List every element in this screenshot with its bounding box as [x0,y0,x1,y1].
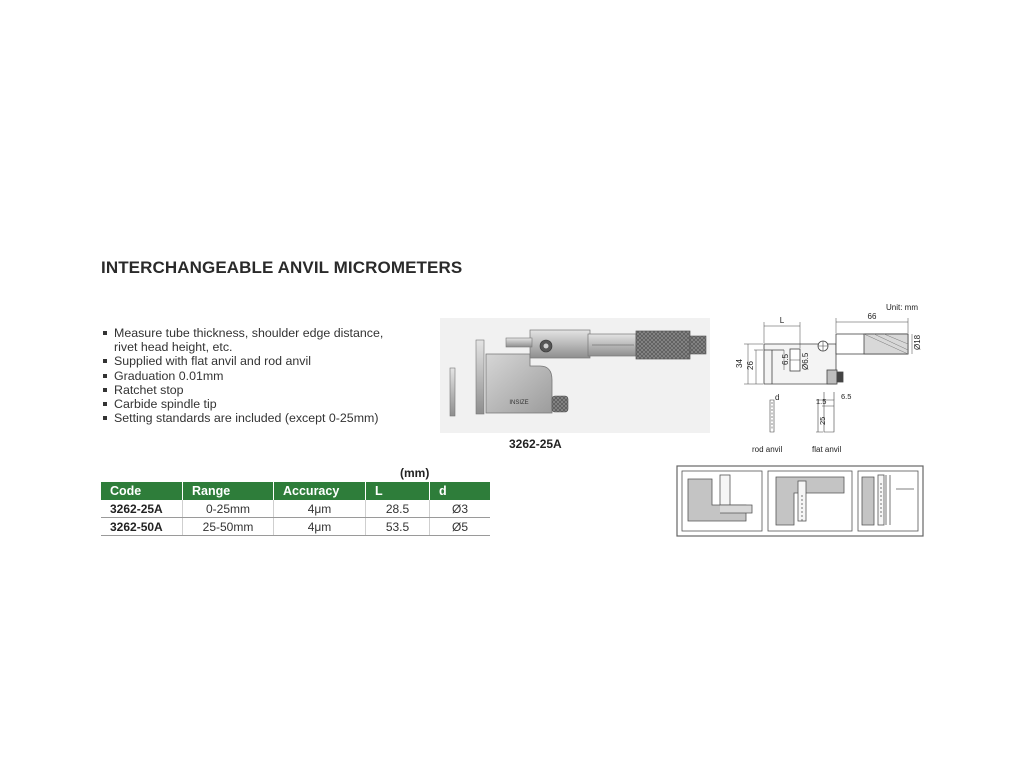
cell-range: 25-50mm [183,518,274,536]
usage-illustrations [676,465,924,537]
dim-26: 26 [746,361,755,370]
anvil-clamp-screw [552,396,568,412]
feature-item [103,326,403,354]
cell-accuracy: 4μm [274,518,366,536]
feature-item [103,411,403,425]
photo-caption: 3262-25A [509,437,562,451]
bullet-icon [103,374,107,378]
ratchet [690,336,706,354]
feature-text: Ratchet stop [114,382,184,397]
feature-text: Graduation 0.01mm [114,368,224,383]
micrometer-photo [440,318,710,433]
col-header-d: d [430,482,491,500]
cell-accuracy: 4μm [274,500,366,518]
usage-panel-shoulder [682,471,762,531]
bullet-icon [103,388,107,392]
table-unit: (mm) [400,466,430,480]
table-row [101,500,490,518]
feature-text: Supplied with flat anvil and rod anvil [114,354,311,369]
table-header-row [101,482,490,500]
flat-anvil [476,340,484,414]
feature-text: Setting standards are included (except 0-25mm) [114,411,379,426]
dim-L: L [779,316,785,325]
feature-text: Measure tube thickness, shoulder edge distance, rivet head height, etc. [114,326,384,355]
spindle [506,338,532,347]
spec-table [101,482,490,536]
dim-66: 66 [867,312,877,321]
cell-d: Ø3 [430,500,491,518]
table-row [101,518,490,536]
dim-d: d [775,393,780,402]
setting-rod [450,368,455,416]
cell-l: 28.5 [366,500,430,518]
bullet-icon [103,359,107,363]
feature-text: Carbide spindle tip [114,397,217,412]
usage-panel-rivet [858,471,918,531]
dim-6-5: 6.5 [781,353,790,365]
bullet-icon [103,331,107,335]
feature-list [103,326,403,425]
dim-34: 34 [735,359,744,368]
bullet-icon [103,402,107,406]
photo-brand: INSIZE [509,400,529,406]
thimble [636,331,690,359]
dim-6-5b: 6.5 [841,392,852,401]
cell-range: 0-25mm [183,500,274,518]
page-title: INTERCHANGEABLE ANVIL MICROMETERS [101,258,463,277]
feature-item [103,383,403,397]
cell-code: 3262-50A [101,518,183,536]
feature-item [103,354,403,368]
feature-item [103,369,403,383]
rod-anvil-label: rod anvil [752,445,783,454]
cell-l: 53.5 [366,518,430,536]
feature-item [103,397,403,411]
bullet-icon [103,416,107,420]
cell-d: Ø5 [430,518,491,536]
col-header-l: L [366,482,430,500]
usage-panel-tube [768,471,852,531]
unit-label: Unit: mm [886,303,918,312]
flat-anvil-label: flat anvil [812,445,842,454]
dim-d18: Ø18 [913,334,922,350]
cell-code: 3262-25A [101,500,183,518]
col-header-range: Range [183,482,274,500]
dim-1-5: 1.5 [816,397,827,406]
col-header-accuracy: Accuracy [274,482,366,500]
dim-d6-5: Ø6.5 [801,352,810,370]
technical-drawing [728,300,928,460]
dim-25: 25 [818,416,827,425]
col-header-code: Code [101,482,183,500]
